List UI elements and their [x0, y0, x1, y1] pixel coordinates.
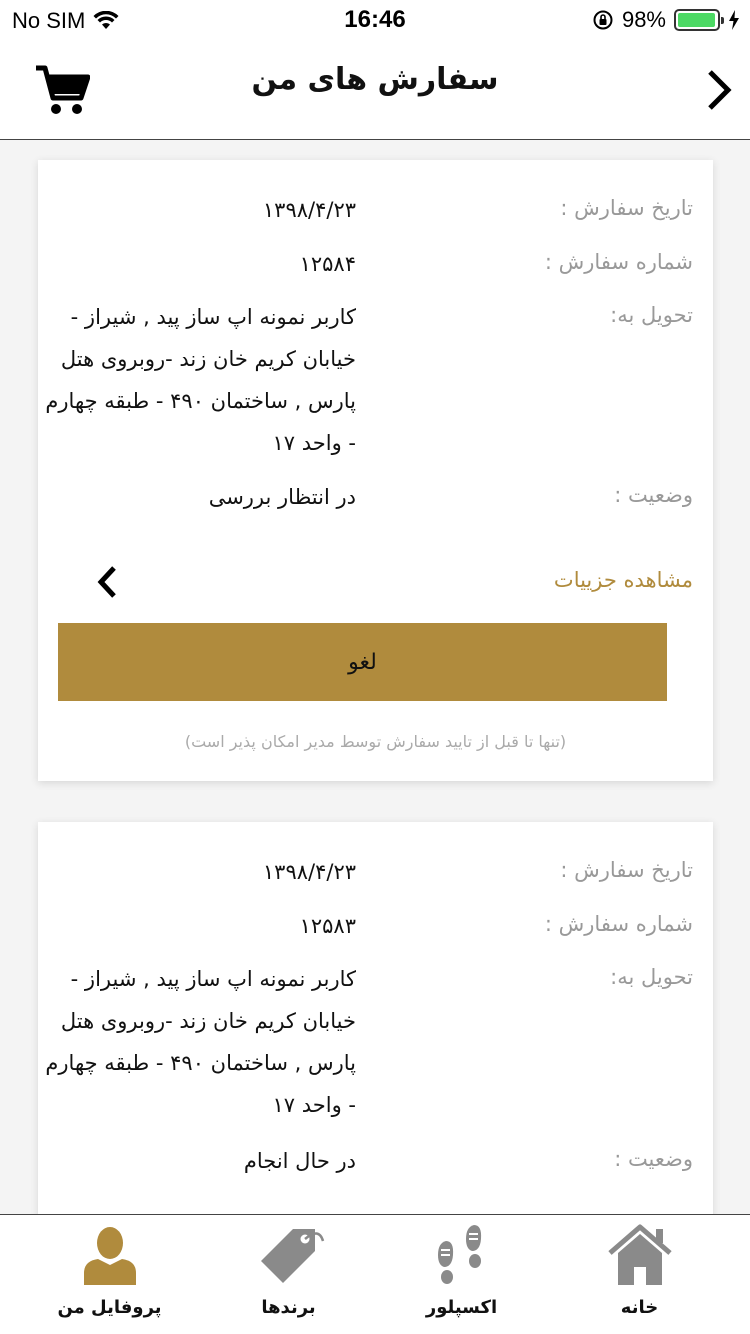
delivery-label: تحویل به:: [610, 965, 693, 989]
carrier-label: No SIM: [12, 8, 86, 33]
tab-label: اکسپلور: [425, 1297, 498, 1318]
order-card: [38, 822, 713, 1214]
cancel-note: (تنها تا قبل از تایید سفارش توسط مدیر امکان پذیر است): [184, 732, 567, 751]
status-bar: [0, 0, 750, 40]
order-status: در انتظار بررسی: [208, 485, 356, 509]
footsteps-icon: [426, 1221, 498, 1287]
back-chevron-icon[interactable]: [704, 68, 736, 112]
tab-label: برندها: [261, 1297, 316, 1318]
status-label: وضعیت :: [614, 1147, 693, 1171]
charging-icon: [728, 9, 740, 31]
status-label: وضعیت :: [614, 483, 693, 507]
order-date-label: تاریخ سفارش :: [560, 196, 693, 220]
battery-fill: [678, 13, 715, 27]
order-date-label: تاریخ سفارش :: [560, 858, 693, 882]
order-number: ۱۲۵۸۳: [299, 914, 356, 938]
orders-list[interactable]: [0, 141, 750, 1214]
order-number: ۱۲۵۸۴: [299, 252, 356, 276]
tab-profile[interactable]: [16, 1215, 203, 1334]
details-chevron-icon[interactable]: [94, 564, 122, 600]
delivery-label: تحویل به:: [610, 303, 693, 327]
delivery-address: کاربر نمونه اپ ساز پید , شیراز - خیابان کریم خان زند -روبروی هتل پارس , ساختمان ۴۹۰ - طبقه چهارم - واحد ۱۷: [45, 967, 356, 1117]
tab-explore[interactable]: [368, 1215, 555, 1334]
status-right: [592, 7, 740, 33]
order-number-label: شماره سفارش :: [544, 250, 693, 274]
tab-label: پروفایل من: [57, 1297, 162, 1318]
order-status: در حال انجام: [243, 1149, 356, 1173]
cancel-order-button[interactable]: لغو: [58, 623, 667, 701]
order-date: ۱۳۹۸/۴/۲۳: [262, 198, 356, 222]
home-icon: [604, 1221, 676, 1287]
battery-percent: 98%: [621, 7, 666, 32]
orientation-lock-icon: [592, 9, 614, 31]
view-details-link[interactable]: مشاهده جزییات: [553, 568, 693, 592]
order-number-label: شماره سفارش :: [544, 912, 693, 936]
status-time: 16:46: [344, 6, 406, 33]
profile-icon: [74, 1221, 146, 1287]
tag-icon: [253, 1221, 325, 1287]
tab-home[interactable]: [546, 1215, 733, 1334]
tab-bar: [0, 1214, 750, 1334]
delivery-address: کاربر نمونه اپ ساز پید , شیراز - خیابان کریم خان زند -روبروی هتل پارس , ساختمان ۴۹۰ - طبقه چهارم - واحد ۱۷: [45, 305, 356, 455]
order-date: ۱۳۹۸/۴/۲۳: [262, 860, 356, 884]
tab-brands[interactable]: [195, 1215, 382, 1334]
tab-label: خانه: [620, 1297, 659, 1318]
nav-bar: [0, 40, 750, 140]
order-card: [38, 160, 713, 781]
page-title: سفارش های من: [251, 62, 499, 97]
battery-icon: [674, 9, 720, 31]
